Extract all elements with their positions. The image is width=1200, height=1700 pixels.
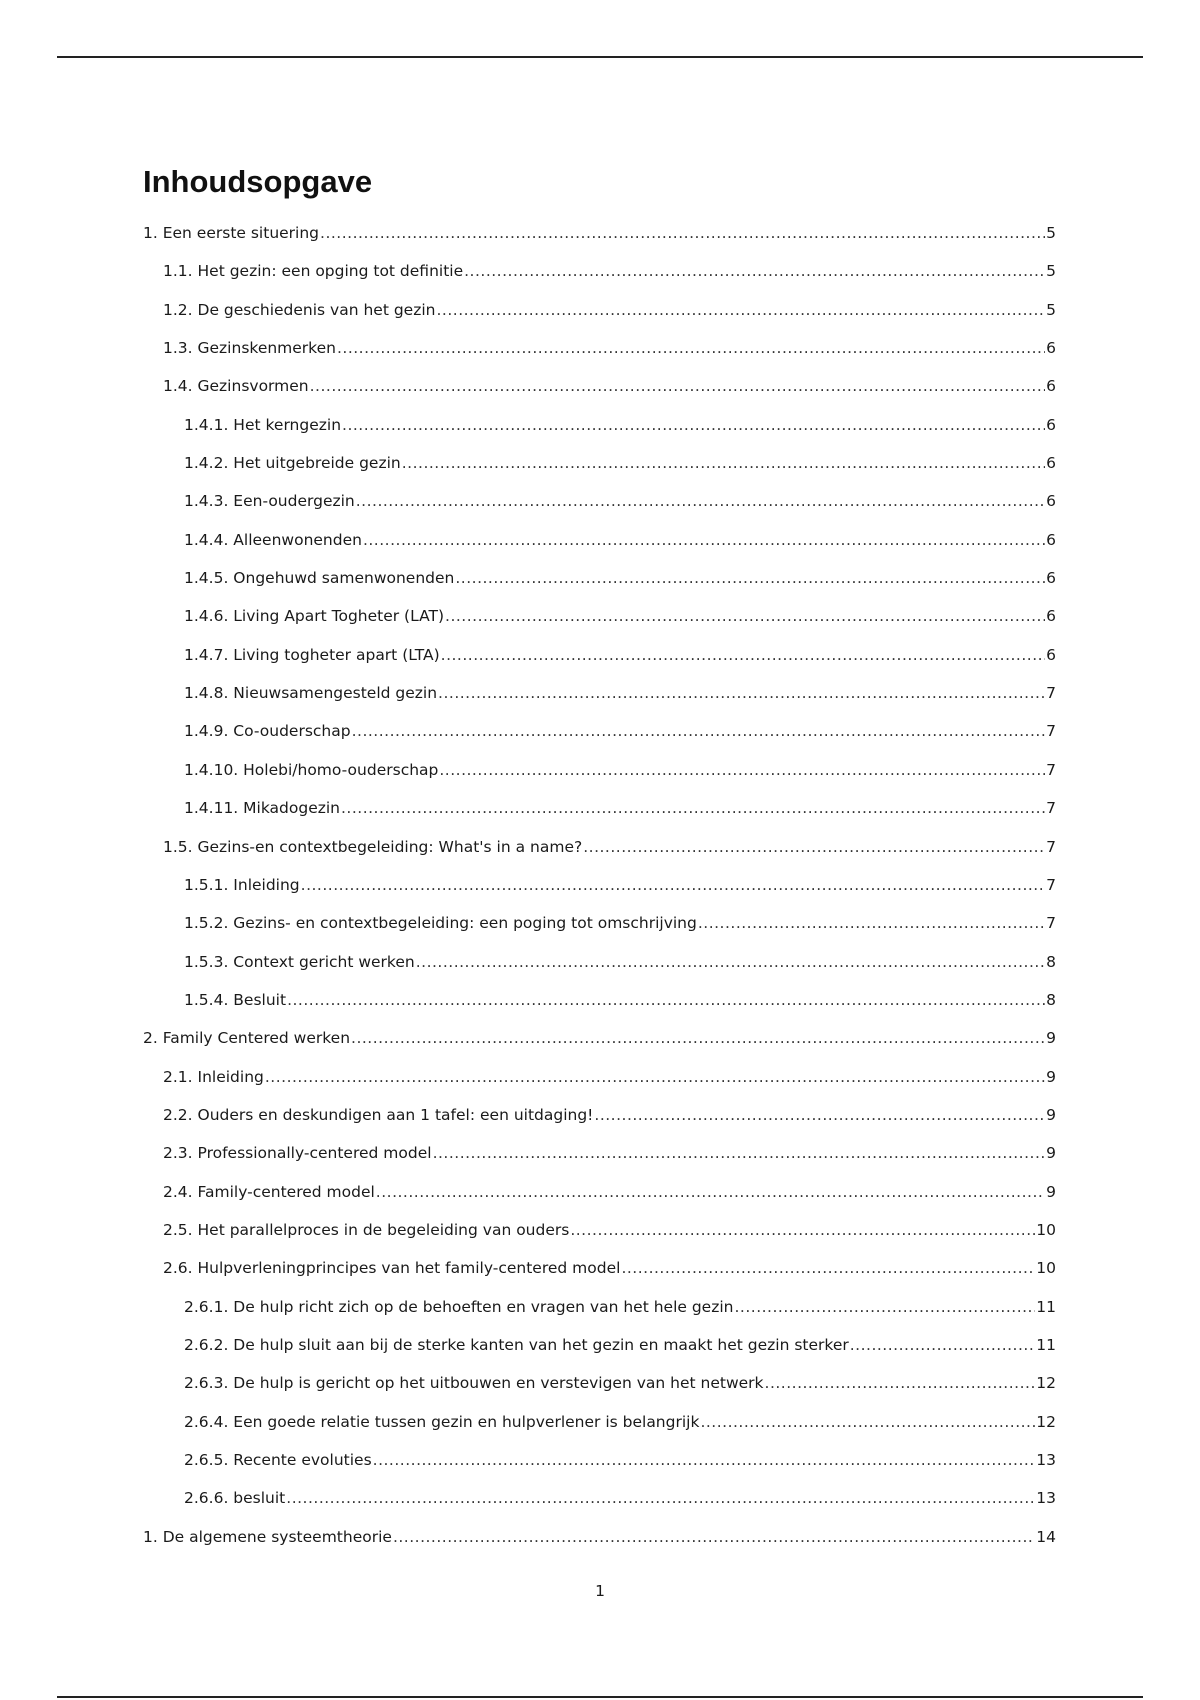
toc-entry-page: 7	[1046, 799, 1056, 818]
toc-entry-page: 6	[1046, 377, 1056, 396]
toc-dot-leader	[594, 1103, 1045, 1127]
toc-entry-page: 9	[1046, 1105, 1056, 1124]
toc-entry[interactable]	[143, 911, 1056, 949]
toc-entry[interactable]	[143, 1410, 1056, 1448]
toc-entry[interactable]	[143, 758, 1056, 796]
toc-entry[interactable]	[143, 796, 1056, 834]
toc-entry-label: 2.2. Ouders en deskundigen aan 1 tafel: een uitdaging!	[163, 1105, 594, 1124]
toc-entry[interactable]	[143, 1295, 1056, 1333]
toc-dot-leader	[765, 1371, 1036, 1395]
toc-entry-label: 1. De algemene systeemtheorie	[143, 1527, 392, 1546]
toc-entry-label: 1.5. Gezins-en contextbegeleiding: What's in a name?	[163, 837, 583, 856]
toc-dot-leader	[455, 566, 1045, 590]
toc-entry[interactable]	[143, 1486, 1056, 1524]
toc-entry[interactable]	[143, 1525, 1056, 1563]
toc-entry-label: 1.4.4. Alleenwonenden	[184, 530, 362, 549]
toc-entry-page: 11	[1036, 1335, 1056, 1354]
toc-entry[interactable]	[143, 873, 1056, 911]
toc-entry-page: 5	[1046, 300, 1056, 319]
toc-entry-label: 1.4.5. Ongehuwd samenwonenden	[184, 569, 455, 588]
toc-dot-leader	[287, 988, 1045, 1012]
toc-entry-page: 12	[1036, 1412, 1056, 1431]
toc-entry-page: 7	[1046, 760, 1056, 779]
toc-entry-page: 12	[1036, 1374, 1056, 1393]
toc-entry-label: 1.1. Het gezin: een opging tot definitie	[163, 262, 464, 281]
toc-dot-leader	[265, 1065, 1045, 1089]
toc-entry-label: 2.6.4. Een goede relatie tussen gezin en hulpverlener is belangrijk	[184, 1412, 700, 1431]
page-number: 1	[595, 1582, 605, 1600]
toc-entry-page: 9	[1046, 1029, 1056, 1048]
toc-entry-label: 2.6.1. De hulp richt zich op de behoeften en vragen van het hele gezin	[184, 1297, 734, 1316]
toc-entry-label: 2.6.5. Recente evoluties	[184, 1451, 372, 1469]
toc-entry-page: 7	[1046, 837, 1056, 856]
toc-dot-leader	[402, 451, 1045, 475]
toc-entry-label: 2.5. Het parallelproces in de begeleiding van ouders	[163, 1220, 570, 1239]
toc-entry[interactable]	[143, 950, 1056, 988]
toc-dot-leader	[464, 259, 1045, 283]
toc-entry[interactable]	[143, 336, 1056, 374]
toc-dot-leader	[438, 681, 1045, 705]
toc-entry-page: 5	[1046, 262, 1056, 281]
toc-dot-leader	[583, 835, 1045, 859]
toc-entry-label: 1.3. Gezinskenmerken	[163, 339, 336, 358]
toc-entry[interactable]	[143, 835, 1056, 873]
toc-dot-leader	[735, 1295, 1036, 1319]
toc-dot-leader	[342, 413, 1045, 437]
toc-entry[interactable]	[143, 451, 1056, 489]
toc-dot-leader	[416, 950, 1045, 974]
toc-dot-leader	[301, 873, 1045, 897]
toc-entry[interactable]	[143, 374, 1056, 412]
toc-entry-label: 1.5.3. Context gericht werken	[184, 952, 415, 971]
toc-dot-leader	[698, 911, 1045, 935]
toc-dot-leader	[373, 1448, 1036, 1472]
header-rule	[57, 56, 1143, 58]
page-title: Inhoudsopgave	[143, 164, 373, 199]
toc-dot-leader	[433, 1141, 1046, 1165]
toc-dot-leader	[363, 528, 1045, 552]
toc-entry-label: 1.4.3. Een-oudergezin	[184, 492, 355, 511]
toc-entry[interactable]	[143, 643, 1056, 681]
toc-entry-page: 6	[1046, 339, 1056, 358]
toc-dot-leader	[570, 1218, 1035, 1242]
toc-entry[interactable]	[143, 1141, 1056, 1179]
toc-entry[interactable]	[143, 1180, 1056, 1218]
toc-entry[interactable]	[143, 1026, 1056, 1064]
toc-entry-label: 1.5.2. Gezins- en contextbegeleiding: een poging tot omschrijving	[184, 914, 697, 933]
toc-entry-label: 1.4.9. Co-ouderschap	[184, 722, 351, 741]
toc-entry[interactable]	[143, 604, 1056, 642]
toc-entry-label: 1.5.4. Besluit	[184, 990, 287, 1009]
toc-entry-label: 1.2. De geschiedenis van het gezin	[163, 300, 436, 319]
toc-entry-label: 2. Family Centered werken	[143, 1029, 351, 1048]
toc-entry[interactable]	[143, 298, 1056, 336]
toc-entry-page: 10	[1036, 1220, 1056, 1239]
toc-entry-page: 6	[1046, 454, 1056, 473]
toc-entry-label: 1.4.10. Holebi/homo-ouderschap	[184, 760, 439, 779]
toc-entry-page: 14	[1036, 1527, 1056, 1546]
toc-dot-leader	[700, 1410, 1035, 1434]
toc-entry[interactable]	[143, 1448, 1056, 1486]
toc-entry-label: 2.6.6. besluit	[184, 1489, 286, 1508]
toc-dot-leader	[356, 489, 1045, 513]
toc-entry-page: 7	[1046, 722, 1056, 741]
toc-entry[interactable]	[143, 528, 1056, 566]
toc-entry-label: 1.4.7. Living togheter apart (LTA)	[184, 645, 440, 664]
toc-entry-label: 2.6.2. De hulp sluit aan bij de sterke kanten van het gezin en maakt het gezin sterker	[184, 1335, 849, 1354]
toc-dot-leader	[337, 336, 1045, 360]
toc-entry-page: 6	[1046, 607, 1056, 626]
toc-entry-label: 1.4.6. Living Apart Togheter (LAT)	[184, 607, 445, 626]
toc-entry[interactable]	[143, 988, 1056, 1026]
toc-entry-page: 9	[1046, 1067, 1056, 1086]
footer-rule	[57, 1696, 1143, 1698]
toc-entry[interactable]	[143, 413, 1056, 451]
toc-entry-page: 7	[1046, 914, 1056, 933]
toc-entry-label: 2.6.3. De hulp is gericht op het uitbouwen en verstevigen van het netwerk	[184, 1374, 764, 1393]
table-of-contents	[143, 221, 1056, 1563]
toc-entry-page: 6	[1046, 569, 1056, 588]
toc-entry[interactable]	[143, 1371, 1056, 1409]
toc-entry-page: 7	[1046, 875, 1056, 894]
toc-dot-leader	[393, 1525, 1035, 1549]
toc-entry[interactable]	[143, 259, 1056, 297]
toc-dot-leader	[436, 298, 1045, 322]
toc-entry-page: 6	[1046, 530, 1056, 549]
toc-dot-leader	[320, 221, 1045, 245]
toc-dot-leader	[286, 1486, 1035, 1510]
toc-entry[interactable]	[143, 681, 1056, 719]
toc-dot-leader	[351, 1026, 1045, 1050]
toc-entry-page: 8	[1046, 952, 1056, 971]
toc-entry-page: 6	[1046, 645, 1056, 664]
toc-entry-page: 13	[1036, 1489, 1056, 1508]
toc-entry-page: 9	[1046, 1182, 1056, 1201]
toc-dot-leader	[621, 1256, 1035, 1280]
toc-entry-label: 1.4.1. Het kerngezin	[184, 415, 342, 434]
toc-entry-label: 2.1. Inleiding	[163, 1067, 264, 1086]
toc-entry-label: 2.3. Professionally-centered model	[163, 1144, 432, 1163]
toc-entry-page: 9	[1046, 1144, 1056, 1163]
toc-entry[interactable]	[143, 1103, 1056, 1141]
toc-dot-leader	[341, 796, 1045, 820]
toc-dot-leader	[376, 1180, 1045, 1204]
toc-entry-label: 1.4.2. Het uitgebreide gezin	[184, 454, 401, 473]
toc-entry[interactable]	[143, 1333, 1056, 1371]
toc-entry[interactable]	[143, 1256, 1056, 1294]
toc-entry-page: 10	[1036, 1259, 1056, 1278]
toc-entry-page: 6	[1046, 415, 1056, 434]
toc-entry-page: 5	[1046, 224, 1056, 242]
toc-entry[interactable]	[143, 1065, 1056, 1103]
toc-entry-page: 11	[1036, 1297, 1056, 1316]
toc-entry-page: 8	[1046, 990, 1056, 1009]
toc-entry-page: 6	[1046, 492, 1056, 511]
toc-dot-leader	[850, 1333, 1036, 1357]
toc-entry[interactable]	[143, 221, 1056, 259]
toc-entry[interactable]	[143, 1218, 1056, 1256]
toc-dot-leader	[439, 758, 1045, 782]
toc-entry[interactable]	[143, 719, 1056, 757]
toc-entry-label: 1. Een eerste situering	[143, 224, 320, 242]
toc-entry-label: 1.4.8. Nieuwsamengesteld gezin	[184, 684, 438, 703]
toc-dot-leader	[441, 643, 1045, 667]
toc-dot-leader	[445, 604, 1045, 628]
toc-dot-leader	[310, 374, 1046, 398]
toc-entry-page: 13	[1036, 1451, 1056, 1469]
toc-dot-leader	[352, 719, 1046, 743]
toc-entry-label: 1.4. Gezinsvormen	[163, 377, 309, 396]
toc-entry-label: 2.6. Hulpverleningprincipes van het family-centered model	[163, 1259, 621, 1278]
toc-entry[interactable]	[143, 489, 1056, 527]
toc-entry-page: 7	[1046, 684, 1056, 703]
toc-entry-label: 1.5.1. Inleiding	[184, 875, 300, 894]
toc-entry-label: 2.4. Family-centered model	[163, 1182, 375, 1201]
toc-entry-label: 1.4.11. Mikadogezin	[184, 799, 340, 818]
toc-entry[interactable]	[143, 566, 1056, 604]
